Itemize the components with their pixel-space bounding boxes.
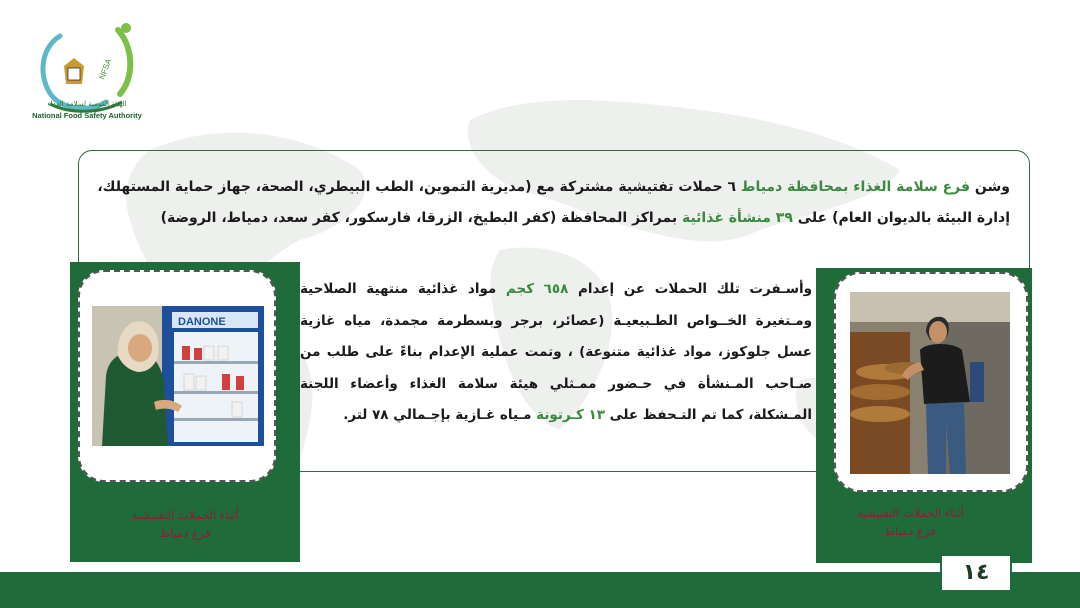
- danone-label: DANONE: [178, 316, 226, 328]
- svg-text:NFSA: NFSA: [97, 57, 114, 81]
- right-caption-line2: فرع دمياط: [884, 524, 936, 538]
- left-caption-line1: أثناء الحملات التفتيشية: [131, 508, 239, 522]
- destroyed-weight-highlight: ٦٥٨ كجم: [505, 281, 569, 297]
- left-caption-line2: فرع دمياط: [159, 526, 211, 540]
- intro-text-1: وشن: [970, 179, 1010, 195]
- results-text-1: وأسـفرت تلك الحملات عن إعدام: [568, 281, 813, 297]
- logo-english-name: National Food Safety Authority: [32, 111, 142, 120]
- left-photo-caption: [100, 506, 270, 542]
- footer-bar: [0, 572, 1080, 608]
- results-text-3: مـياه غـازية بإجـمالي ٧٨ لتر.: [343, 407, 537, 423]
- results-text-2: مواد غذائية منتهية الصلاحية ومـتغيرة الخــواص الطـبيعيـة (عصائر، برجر وبسطرمة مجمدة، مياه غازية عسل جلوكوز، مواد غذائية متنوعة) ، وتمت عملية الإعدام بناءً على طلب من صـاحب المـنشأة في حـضور ممـثلي هيئة سلامة الغذاء وأعضاء اللجنة المـشكلة، كما تم التـحفظ على: [300, 281, 812, 423]
- intro-text-2: ٦ حملات تفتيشية مشتركة مع (مديرية التموين، الطب البيطري، الصحة، جهاز حماية المستهلك، إدارة البيئة بالديوان العام) على: [97, 179, 1010, 226]
- facilities-count-highlight: ٣٩ منشأة غذائية: [681, 210, 793, 226]
- intro-paragraph: [90, 172, 1010, 234]
- results-paragraph: [300, 274, 812, 432]
- inspection-photo-left: [92, 306, 264, 446]
- branch-name-highlight: فرع سلامة الغذاء بمحافظة دمياط: [740, 179, 971, 195]
- page-number: ١٤: [940, 554, 1012, 592]
- cartons-count-highlight: ١٣ كـرتونة: [536, 407, 605, 423]
- logo-arabic-name: الهيئة القومية لسلامة الغذاء: [47, 100, 127, 108]
- right-photo-caption: [830, 504, 990, 540]
- inspection-photo-right: [850, 292, 1010, 474]
- intro-text-3: بمراكز المحافظة (كفر البطيخ، الزرقا، فارسكور، كفر سعد، دمياط، الروضة): [160, 210, 682, 226]
- right-caption-line1: أثناء الحملات التفتيشية: [856, 506, 964, 520]
